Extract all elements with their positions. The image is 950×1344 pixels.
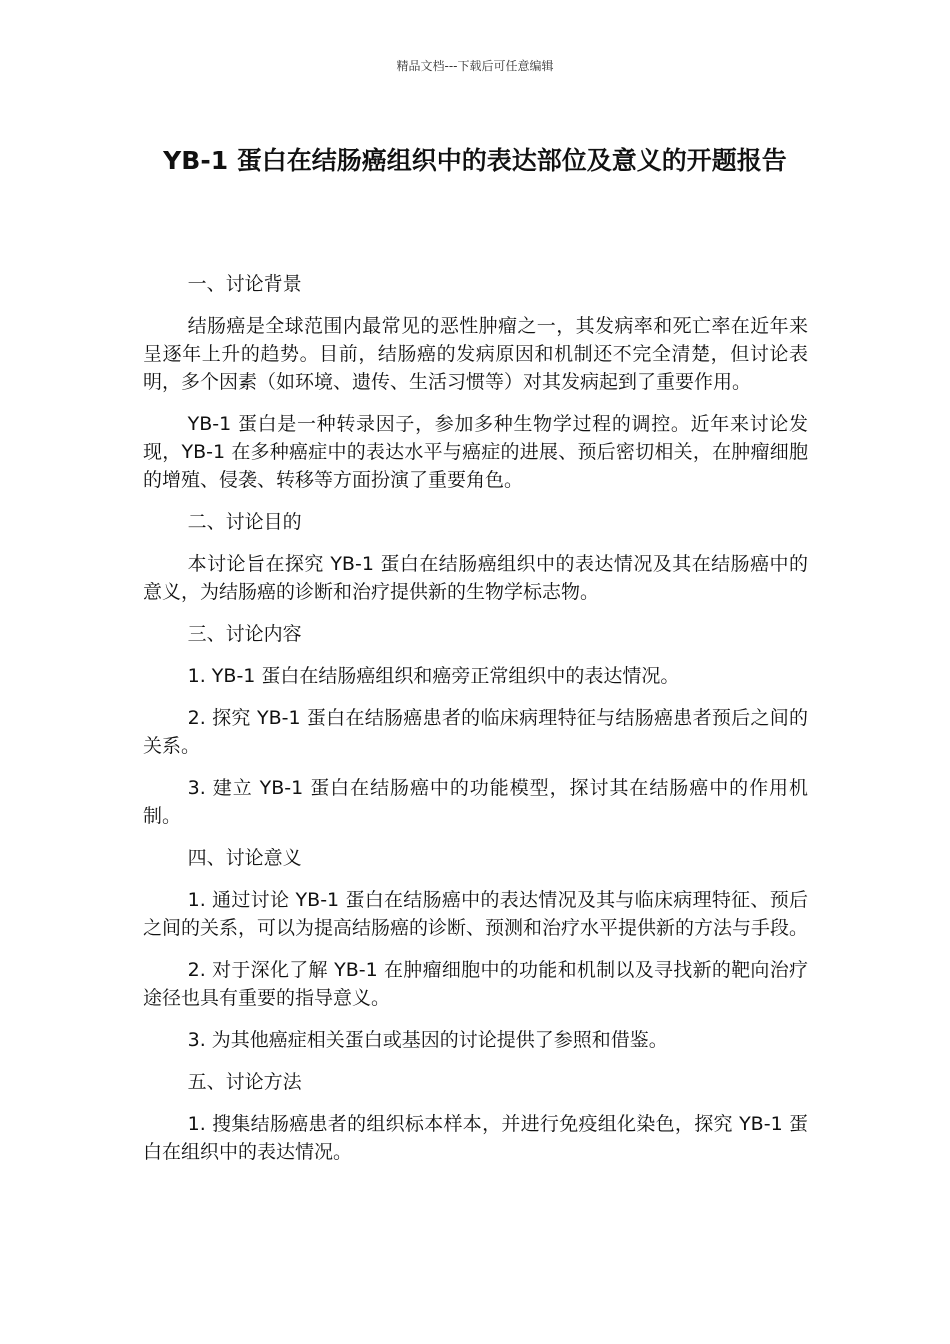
- paragraph-background-2: YB-1 蛋白是一种转录因子，参加多种生物学过程的调控。近年来讨论发现，YB-1 在多种癌症中的表达水平与癌症的进展、预后密切相关，在肿瘤细胞的增殖、侵袭、转移等方面扮演了重要角色。: [143, 413, 808, 491]
- paragraph-purpose: 本讨论旨在探究 YB-1 蛋白在结肠癌组织中的表达情况及其在结肠癌中的意义，为结肠癌的诊断和治疗提供新的生物学标志物。: [143, 553, 808, 603]
- section-heading-purpose: 二、讨论目的: [187, 511, 302, 533]
- document-body: [143, 270, 808, 1180]
- content-item-2: 2. 探究 YB-1 蛋白在结肠癌患者的临床病理特征与结肠癌患者预后之间的关系。: [143, 707, 808, 757]
- content-item-1: 1. YB-1 蛋白在结肠癌组织和癌旁正常组织中的表达情况。: [187, 665, 680, 687]
- page-header: 精品文档---下载后可任意编辑: [396, 59, 554, 73]
- document-title: YB-1 蛋白在结肠癌组织中的表达部位及意义的开题报告: [163, 146, 787, 175]
- section-heading-content: 三、讨论内容: [187, 623, 302, 645]
- content-item-3: 3. 建立 YB-1 蛋白在结肠癌中的功能模型，探讨其在结肠癌中的作用机制。: [143, 777, 808, 827]
- significance-item-1: 1. 通过讨论 YB-1 蛋白在结肠癌中的表达情况及其与临床病理特征、预后之间的关系，可以为提高结肠癌的诊断、预测和治疗水平提供新的方法与手段。: [143, 889, 809, 939]
- paragraph-background-1: 结肠癌是全球范围内最常见的恶性肿瘤之一，其发病率和死亡率在近年来呈逐年上升的趋势。目前，结肠癌的发病原因和机制还不完全清楚，但讨论表明，多个因素（如环境、遗传、生活习惯等）对其发病起到了重要作用。: [143, 315, 808, 393]
- significance-item-2: 2. 对于深化了解 YB-1 在肿瘤细胞中的功能和机制以及寻找新的靶向治疗途径也具有重要的指导意义。: [143, 959, 808, 1009]
- methods-item-1: 1. 搜集结肠癌患者的组织标本样本，并进行免疫组化染色，探究 YB-1 蛋白在组织中的表达情况。: [143, 1113, 808, 1163]
- section-heading-methods: 五、讨论方法: [187, 1071, 302, 1093]
- section-heading-background: 一、讨论背景: [187, 273, 302, 295]
- section-heading-significance: 四、讨论意义: [187, 847, 302, 869]
- significance-item-3: 3. 为其他癌症相关蛋白或基因的讨论提供了参照和借鉴。: [187, 1029, 668, 1051]
